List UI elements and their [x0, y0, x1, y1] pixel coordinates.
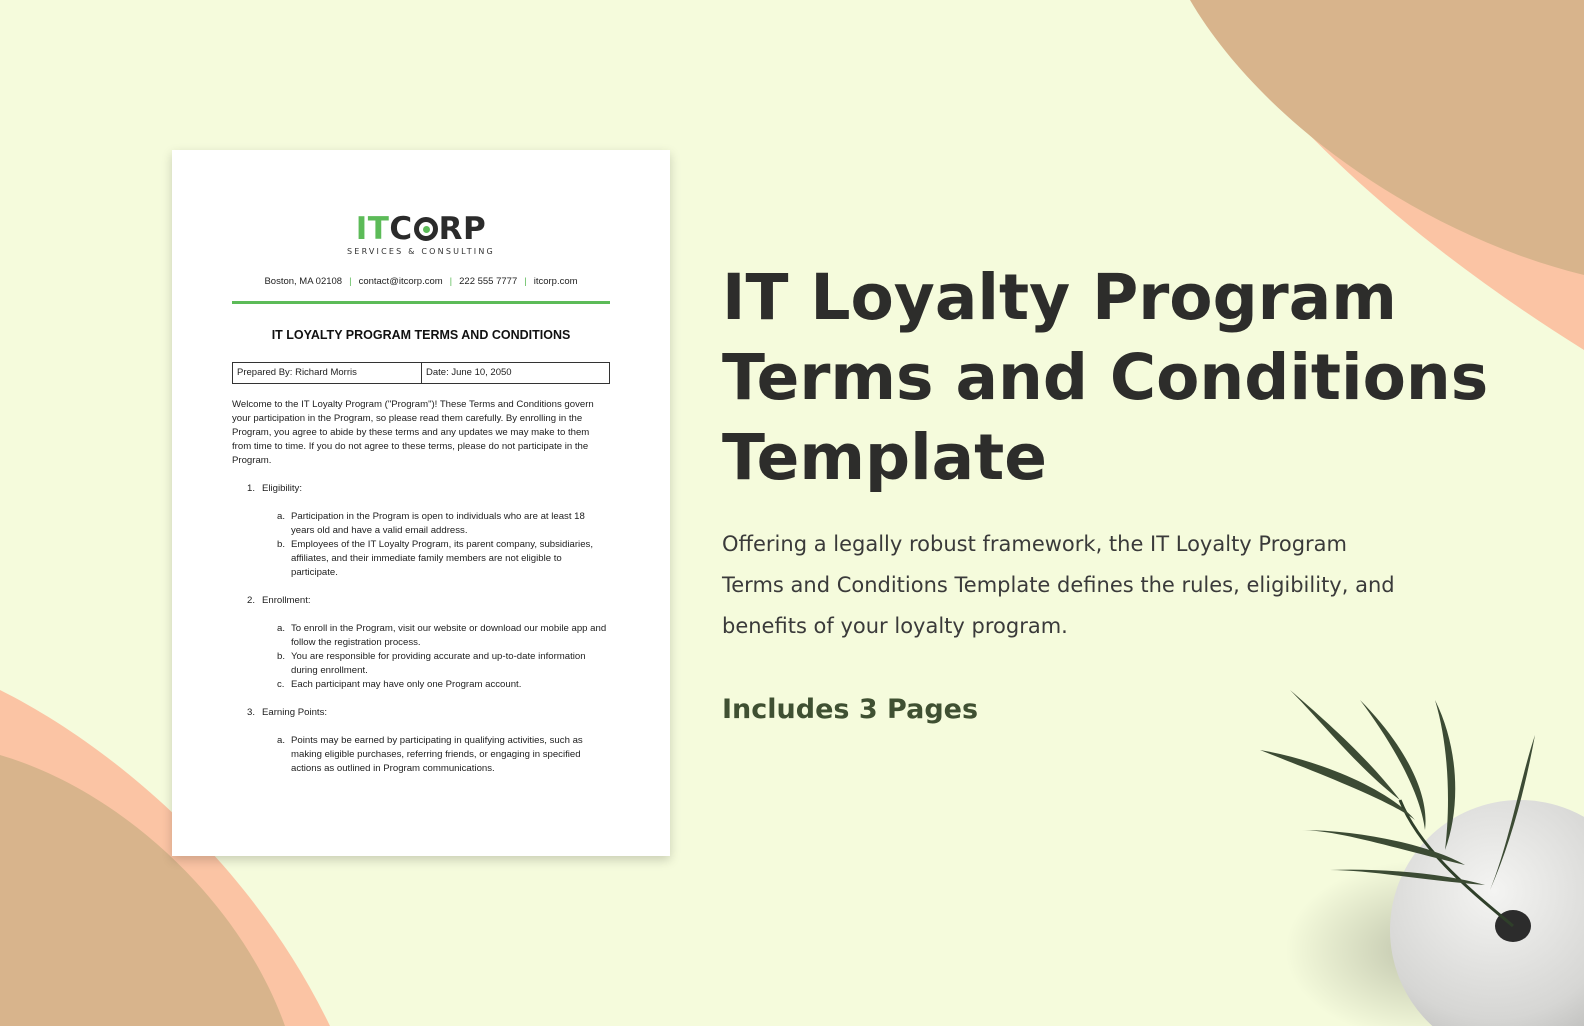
logo-subtitle: SERVICES & CONSULTING	[347, 247, 495, 256]
item-letter: b.	[277, 539, 286, 550]
section-earning-points	[232, 706, 610, 776]
item-text: Participation in the Program is open to individuals who are at least 18 years old and have a valid email address.	[291, 511, 585, 536]
section-number: 1.	[247, 483, 256, 494]
logo-rp: RP	[438, 211, 487, 247]
section-eligibility	[232, 482, 610, 580]
item-text: Points may be earned by participating in qualifying activities, such as making eligible purchases, referring friends, or engaging in specified actions as outlined in Program communications.	[291, 735, 583, 774]
document-body	[232, 398, 610, 790]
contact-line	[172, 276, 670, 287]
header-divider	[232, 301, 610, 304]
item-letter: c.	[277, 679, 285, 690]
contact-phone: 222 555 7777	[459, 276, 518, 287]
section-number: 3.	[247, 707, 256, 718]
headline-line: Template	[722, 421, 1048, 494]
item-text: Each participant may have only one Program account.	[291, 679, 522, 690]
logo-c: C	[389, 211, 413, 247]
item-letter: b.	[277, 651, 286, 662]
item-letter: a.	[277, 735, 286, 746]
section-number: 2.	[247, 595, 256, 606]
prepared-by-cell: Prepared By: Richard Morris	[237, 367, 357, 378]
top-right-tan-blob	[1190, 0, 1584, 275]
headline-line: IT Loyalty Program	[722, 261, 1397, 334]
logo-it: IT	[355, 211, 390, 247]
list-item	[277, 678, 610, 692]
contact-email: contact@itcorp.com	[358, 276, 443, 287]
section-heading	[232, 594, 610, 608]
date-cell: Date: June 10, 2050	[421, 363, 609, 383]
document-preview	[172, 150, 670, 856]
item-text: Employees of the IT Loyalty Program, its parent company, subsidiaries, affiliates, and their immediate family members are not eligible to participate.	[291, 539, 593, 578]
leaf	[1260, 750, 1415, 820]
section-enrollment	[232, 594, 610, 692]
pages-label: Includes 3 Pages	[722, 694, 979, 725]
intro-paragraph: Welcome to the IT Loyalty Program ("Program")! These Terms and Conditions govern your participation in the Program, so please read them carefully. By enrolling in the Program, you agree to abide by these terms and any updates we may make to them from time to time. If you do not agree to these terms, please do not participate in the Program.	[232, 399, 594, 466]
item-text: To enroll in the Program, visit our website or download our mobile app and follow the registration process.	[291, 623, 607, 648]
list-item	[277, 538, 610, 580]
document-title: IT LOYALTY PROGRAM TERMS AND CONDITIONS	[271, 328, 571, 342]
section-items	[232, 510, 610, 580]
item-letter: a.	[277, 511, 286, 522]
list-item	[277, 650, 610, 678]
item-letter: a.	[277, 623, 286, 634]
plant-vase-decoration	[1250, 680, 1584, 1026]
list-item	[277, 622, 610, 650]
list-item	[277, 734, 610, 776]
contact-separator: |	[524, 276, 527, 287]
logo-wordmark	[172, 212, 670, 246]
section-title: Eligibility:	[262, 483, 302, 494]
headline	[722, 258, 1489, 498]
section-items	[232, 622, 610, 692]
contact-address: Boston, MA 02108	[264, 276, 343, 287]
logo-o-icon	[414, 217, 438, 241]
section-items	[232, 734, 610, 776]
contact-separator: |	[349, 276, 352, 287]
headline-line: Terms and Conditions	[722, 341, 1489, 414]
description: Offering a legally robust framework, the IT Loyalty Program Terms and Conditions Template defines the rules, eligibility, and benefits of your loyalty program.	[722, 532, 1395, 638]
company-logo	[172, 212, 670, 256]
list-item	[277, 510, 610, 538]
section-heading	[232, 482, 610, 496]
section-heading	[232, 706, 610, 720]
section-title: Enrollment:	[262, 595, 311, 606]
contact-website: itcorp.com	[533, 276, 578, 287]
meta-table	[232, 362, 610, 384]
contact-separator: |	[449, 276, 453, 287]
item-text: You are responsible for providing accurate and up-to-date information during enrollment.	[291, 651, 586, 676]
section-title: Earning Points:	[262, 707, 328, 718]
